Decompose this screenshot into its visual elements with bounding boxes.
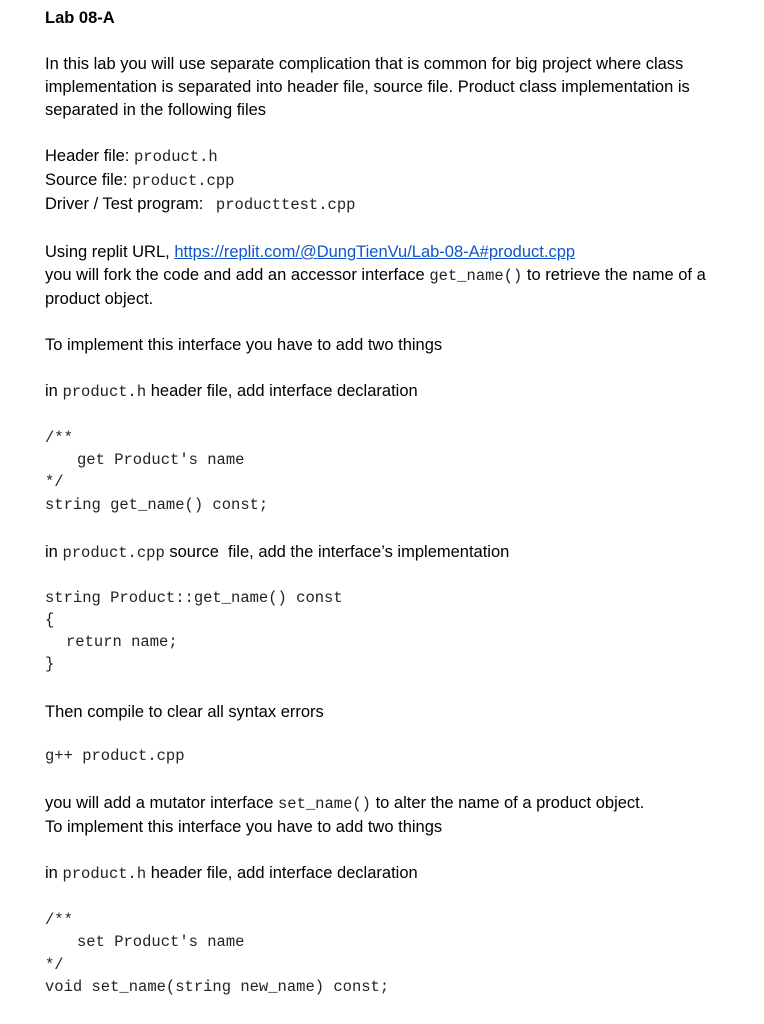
set-name-header-instruction: [45, 862, 418, 885]
source-file-name: product.cpp: [132, 172, 235, 190]
fork-instruction-line: [45, 264, 706, 287]
code-impl-signature: string Product::get_name() const: [45, 589, 343, 607]
driver-file-label: Driver / Test program:: [45, 195, 204, 213]
get-name-source-instruction: [45, 541, 509, 564]
set-name-inline-code: set_name(): [277, 795, 371, 813]
header-file-label: Header file:: [45, 147, 130, 165]
get-name-inline-code: get_name(): [429, 267, 523, 285]
code-set-name-declaration: void set_name(string new_name) const;: [45, 978, 390, 996]
fork-instruction-line-2: product object.: [45, 290, 154, 308]
get-name-header-instruction: [45, 380, 418, 403]
header-instruction-text: header file, add interface declaration: [150, 382, 418, 400]
source-file-inline-code: product.cpp: [62, 544, 165, 562]
code-impl-close-brace: }: [45, 655, 55, 673]
set-name-intro-line: [45, 792, 644, 815]
header-file-row: [45, 145, 218, 168]
code-impl-return: return name;: [66, 633, 178, 651]
page-title: Lab 08-A: [45, 9, 115, 27]
replit-url-prefix: Using replit URL,: [45, 243, 170, 261]
replit-url-link[interactable]: https://replit.com/@DungTienVu/Lab-08-A#product.cpp: [174, 243, 576, 261]
source-file-row: [45, 169, 234, 192]
header-instruction-text: header file, add interface declaration: [150, 864, 418, 882]
source-instruction-text: source file, add the interface’s implementation: [169, 543, 510, 561]
set-name-intro-line-2: To implement this interface you have to add two things: [45, 818, 443, 836]
replit-url-row: [45, 241, 575, 263]
header-file-inline-code: product.h: [62, 865, 147, 883]
in-word: in: [45, 382, 58, 400]
intro-line-1: In this lab you will use separate complication that is common for big project where class: [45, 55, 684, 73]
code-comment-open: /**: [45, 911, 73, 929]
code-comment-close: */: [45, 956, 64, 974]
driver-file-name: producttest.cpp: [215, 196, 356, 214]
code-comment-text: set Product's name: [77, 933, 245, 951]
code-comment-close: */: [45, 473, 64, 491]
in-word: in: [45, 543, 58, 561]
set-name-intro-text-end: to alter the name of a product object.: [375, 794, 645, 812]
in-word: in: [45, 864, 58, 882]
get-name-intro: To implement this interface you have to add two things: [45, 336, 443, 354]
compile-command: g++ product.cpp: [45, 747, 185, 765]
driver-file-row: [45, 193, 355, 216]
header-file-name: product.h: [133, 148, 218, 166]
code-impl-open-brace: {: [45, 611, 55, 629]
code-comment-text: get Product's name: [77, 451, 245, 469]
intro-line-2: implementation is separated into header file, source file. Product class implementation is: [45, 78, 690, 96]
compile-instruction: Then compile to clear all syntax errors: [45, 703, 324, 721]
set-name-intro-text: you will add a mutator interface: [45, 794, 274, 812]
fork-instruction-text: you will fork the code and add an accessor interface: [45, 266, 425, 284]
intro-line-3: separated in the following files: [45, 101, 267, 119]
header-file-inline-code: product.h: [62, 383, 147, 401]
code-comment-open: /**: [45, 429, 73, 447]
source-file-label: Source file:: [45, 171, 128, 189]
fork-instruction-text-end: to retrieve the name of a: [526, 266, 706, 284]
code-get-name-declaration: string get_name() const;: [45, 496, 269, 514]
